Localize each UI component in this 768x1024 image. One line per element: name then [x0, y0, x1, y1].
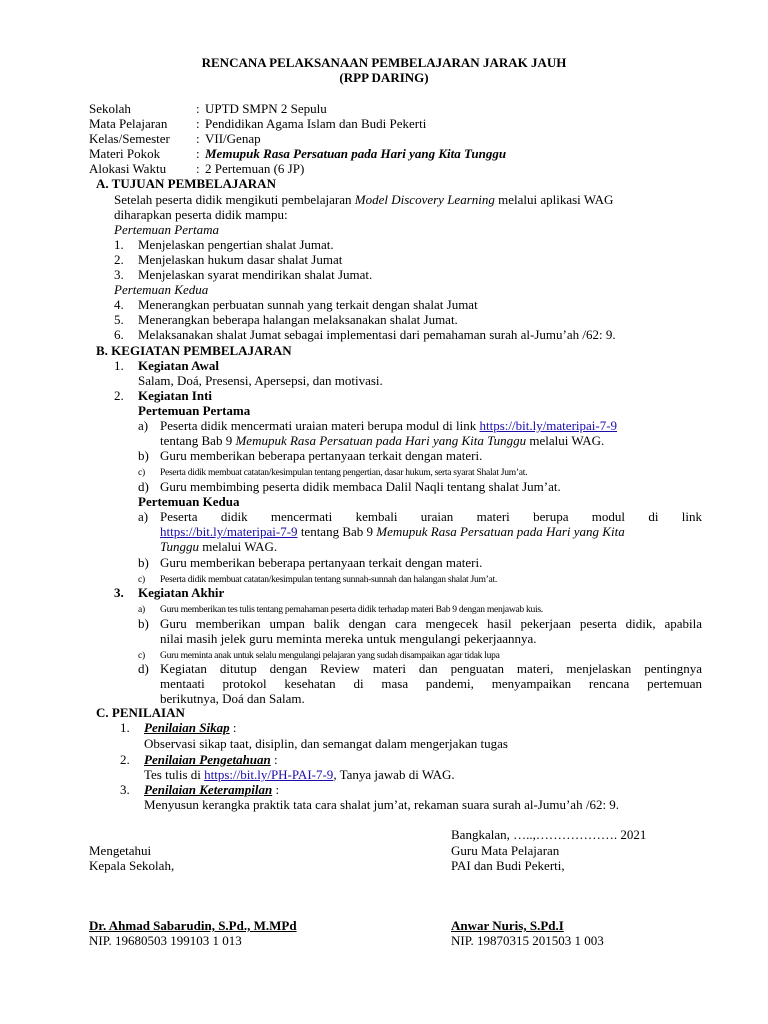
list-letter: c)	[138, 650, 145, 661]
list-letter: d)	[138, 661, 149, 676]
subsection-title: Kegiatan Inti	[138, 388, 213, 403]
teacher-nip: NIP. 19870315 201503 1 003	[451, 933, 604, 948]
subsection-title: Kegiatan Akhir	[138, 585, 225, 600]
identity-label: Kelas/Semester	[89, 131, 170, 146]
list-item: Peserta didik membuat catatan/kesimpulan tentang pengertian, dasar hukum, serta syarat Shalat Jum’at.	[160, 467, 528, 478]
list-number: 6.	[114, 327, 124, 342]
list-item: Menjelaskan pengertian shalat Jumat.	[138, 237, 334, 252]
list-item: Guru memberikan tes tulis tentang pemahaman peserta didik terhadap materi Bab 9 dengan menjawab kuis.	[160, 604, 543, 615]
list-number: 1.	[114, 237, 124, 252]
principal-name: Dr. Ahmad Sabarudin, S.Pd., M.MPd	[89, 918, 297, 933]
materi-link[interactable]: https://bit.ly/materipai-7-9	[479, 418, 618, 433]
identity-colon: :	[196, 161, 200, 176]
list-item-cont: mentaati protokol kesehatan di masa pandemi, menyampaikan rencana pertemuan	[160, 676, 702, 691]
assessment-title: Penilaian Pengetahuan :	[144, 752, 278, 767]
identity-colon: :	[196, 131, 200, 146]
section-heading: C. PENILAIAN	[96, 705, 185, 720]
identity-colon: :	[196, 101, 200, 116]
list-number: 1.	[120, 720, 130, 735]
list-letter: a)	[138, 509, 149, 524]
list-item: Peserta didik membuat catatan/kesimpulan tentang sunnah-sunnah dan halangan shalat Jum’at.	[160, 574, 497, 585]
meeting-title: Pertemuan Pertama	[138, 403, 251, 418]
identity-value: UPTD SMPN 2 Sepulu	[205, 101, 327, 116]
list-number: 2.	[120, 752, 130, 767]
list-number: 5.	[114, 312, 124, 327]
signature-caption: Kepala Sekolah,	[89, 858, 175, 873]
signature-caption: PAI dan Budi Pekerti,	[451, 858, 565, 873]
identity-label: Materi Pokok	[89, 146, 161, 161]
list-item-cont: tentang Bab 9 Memupuk Rasa Persatuan pada Hari yang Kita Tunggu melalui WAG.	[160, 433, 605, 448]
meeting-title: Pertemuan Kedua	[138, 494, 240, 509]
list-item-cont: Tunggu melalui WAG.	[160, 539, 278, 554]
list-item: Guru memberikan umpan balik dengan cara mengecek hasil pekerjaan peserta didik, apabila	[160, 616, 702, 631]
signature-caption: Mengetahui	[89, 843, 152, 858]
list-letter: a)	[138, 418, 149, 433]
assessment-text: Menyusun kerangka praktik tata cara shalat jum’at, rekaman suara surah al-Jumu’ah /62: 9.	[144, 797, 620, 812]
list-letter: c)	[138, 574, 145, 585]
meeting-label: Pertemuan Kedua	[114, 282, 209, 297]
list-item: Guru meminta anak untuk selalu mengulangi pelajaran yang sudah disampaikan agar tidak lupa	[160, 650, 500, 661]
list-number: 3.	[114, 585, 124, 600]
assessment-title: Penilaian Sikap :	[144, 720, 237, 735]
identity-value: VII/Genap	[205, 131, 261, 146]
list-letter: b)	[138, 555, 149, 570]
list-item: Guru memberikan beberapa pertanyaan terkait dengan materi.	[160, 448, 483, 463]
principal-nip: NIP. 19680503 199103 1 013	[89, 933, 242, 948]
identity-value: 2 Pertemuan (6 JP)	[205, 161, 305, 176]
assessment-title: Penilaian Keterampilan :	[144, 782, 280, 797]
intro-line: Setelah peserta didik mengikuti pembelajaran Model Discovery Learning melalui aplikasi WAG	[114, 192, 614, 207]
list-item: Kegiatan ditutup dengan Review materi dan penguatan materi, menjelaskan pentingnya	[160, 661, 702, 676]
list-letter: a)	[138, 604, 145, 615]
document-subtitle: (RPP DARING)	[339, 70, 429, 85]
list-item: Menjelaskan hukum dasar shalat Jumat	[138, 252, 343, 267]
meeting-label: Pertemuan Pertama	[114, 222, 220, 237]
list-item-cont: https://bit.ly/materipai-7-9 tentang Bab 9 Memupuk Rasa Persatuan pada Hari yang Kita	[160, 524, 625, 539]
list-letter: b)	[138, 448, 149, 463]
list-item: Melaksanakan shalat Jumat sebagai implementasi dari pemahaman surah al-Jumu’ah /62: 9.	[138, 327, 616, 342]
assessment-link[interactable]: https://bit.ly/PH-PAI-7-9	[204, 767, 334, 782]
identity-colon: :	[196, 116, 200, 131]
assessment-text: Observasi sikap taat, disiplin, dan semangat dalam mengerjakan tugas	[144, 736, 508, 751]
list-item: Menerangkan beberapa halangan melaksanakan shalat Jumat.	[138, 312, 458, 327]
list-letter: d)	[138, 479, 149, 494]
identity-label: Sekolah	[89, 101, 131, 116]
identity-value: Pendidikan Agama Islam dan Budi Pekerti	[205, 116, 427, 131]
list-number: 2.	[114, 388, 124, 403]
section-heading: A. TUJUAN PEMBELAJARAN	[96, 176, 276, 191]
identity-label: Alokasi Waktu	[89, 161, 167, 176]
list-number: 3.	[114, 267, 124, 282]
identity-value: Memupuk Rasa Persatuan pada Hari yang Kita Tunggu	[205, 146, 507, 161]
list-item: Guru memberikan beberapa pertanyaan terkait dengan materi.	[160, 555, 483, 570]
paragraph: Salam, Doá, Presensi, Apersepsi, dan motivasi.	[138, 373, 383, 388]
list-number: 1.	[114, 358, 124, 373]
identity-colon: :	[196, 146, 200, 161]
teacher-name: Anwar Nuris, S.Pd.I	[451, 918, 564, 933]
materi-link[interactable]: https://bit.ly/materipai-7-9	[160, 524, 298, 539]
list-item-cont: berikutnya, Doá dan Salam.	[160, 691, 305, 706]
list-number: 2.	[114, 252, 124, 267]
identity-label: Mata Pelajaran	[89, 116, 168, 131]
list-number: 3.	[120, 782, 130, 797]
list-item-cont: nilai masih jelek guru meminta mereka untuk mengulangi pekerjaannya.	[160, 631, 537, 646]
list-item: Peserta didik mencermati uraian materi berupa modul di link https://bit.ly/materipai-7-9	[160, 418, 618, 433]
place-date: Bangkalan, …..,………………. 2021	[451, 827, 647, 842]
list-letter: b)	[138, 616, 149, 631]
section-heading: B. KEGIATAN PEMBELAJARAN	[96, 343, 292, 358]
list-number: 4.	[114, 297, 124, 312]
assessment-text: Tes tulis di https://bit.ly/PH-PAI-7-9, Tanya jawab di WAG.	[144, 767, 455, 782]
list-item: Guru membimbing peserta didik membaca Dalil Naqli tentang shalat Jum’at.	[160, 479, 561, 494]
list-item: Menjelaskan syarat mendirikan shalat Jumat.	[138, 267, 373, 282]
intro-line: diharapkan peserta didik mampu:	[114, 207, 288, 222]
list-item: Menerangkan perbuatan sunnah yang terkait dengan shalat Jumat	[138, 297, 478, 312]
signature-caption: Guru Mata Pelajaran	[451, 843, 560, 858]
document-title: RENCANA PELAKSANAAN PEMBELAJARAN JARAK JAUH	[201, 55, 567, 70]
subsection-title: Kegiatan Awal	[138, 358, 220, 373]
list-item: Peserta didik mencermati kembali uraian materi berupa modul di link	[160, 509, 702, 524]
list-letter: c)	[138, 467, 145, 478]
